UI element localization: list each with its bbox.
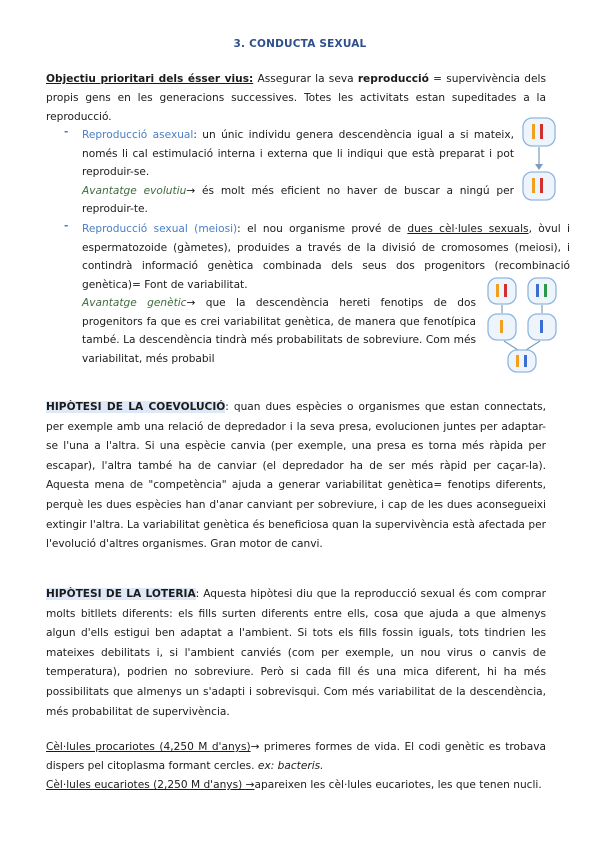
sexual-advantage-text: → que la descendència hereti fenotips de dos progenitors fa que es crei variabilitat genètica, de manera que fenotípica també. La descendència tindrà més probabilitats de sobreviure. Com més variabilitat, més probabil [82, 297, 476, 365]
coevolution-label: HIPÒTESI DE LA COEVOLUCIÓ [46, 401, 226, 413]
objective-paragraph [46, 70, 546, 127]
eukaryote-label: Cèl·lules eucariotes (2,250 M d'anys) [46, 779, 246, 791]
arrow-4 [526, 341, 540, 350]
parent-cell [523, 118, 555, 146]
objective-label: Objectiu prioritari dels ésser vius: [46, 73, 254, 85]
sexual-bullet: - [64, 220, 69, 232]
page-title: 3. CONDUCTA SEXUAL [233, 38, 367, 50]
objective-text-after: = supervivència dels propis gens en les generacions successives. Totes les activitats estan supeditades a la reproducció. [46, 73, 546, 123]
p1-chromosome-b [504, 284, 507, 297]
eukaryote-arrow: → [245, 779, 255, 791]
sexual-advantage-label: Avantatge genètic [82, 297, 187, 309]
lottery-text: : Aquesta hipòtesi diu que la reproducció sexual és com comprar molts bitllets diferents: els fills surten diferents entre ells, cosa que ajuda a que almenys algun d'ells estigui ben adaptat a l'ambient. Si tots els fills fossin iguals, tots tindrien les mateixes debilitats i, si l'ambient canviés (com per exemple, un nou virus o canvis de temperatura), podrien no sobreviure. Però si cada fill és una mica diferent, hi ha més possibilitats que almenys un s'adapti i sobrevisqui. Com més variabilitat de la descendència, més probabilitat de supervivència. [46, 588, 546, 718]
lottery-paragraph [46, 585, 546, 722]
asexual-division-diagram [518, 114, 566, 206]
g2-chromosome [540, 320, 543, 333]
p1-chromosome-a [496, 284, 499, 297]
asexual-item [82, 126, 514, 219]
p2-chromosome-a [536, 284, 539, 297]
sexual-item [82, 220, 570, 291]
p2-chromosome-b [544, 284, 547, 297]
arrow-head [535, 164, 543, 170]
arrow-3 [504, 341, 518, 350]
daughter-cell [523, 172, 555, 200]
objective-bold-word: reproducció [357, 73, 429, 85]
sexual-label: Reproducció sexual (meiosi) [82, 223, 238, 235]
chromosome-orange [532, 124, 535, 139]
z-chromosome-b [524, 355, 527, 367]
asexual-label: Reproducció asexual [82, 129, 194, 141]
sexual-reproduction-diagram [484, 270, 560, 374]
z-chromosome-a [516, 355, 519, 367]
cells-paragraph [46, 738, 546, 795]
sexual-text-after: , òvul i espermatozoide (gàmetes), produides a través de la divisió de cromosomes (meiosi), i contindrà informació genètica combinada dels seus dos progenitors (recombinació genètica)= Font de variabilitat. [82, 223, 570, 291]
asexual-text: : un únic individu genera descendència igual a si mateix, només li cal estimulació interna i externa que li indiqui que està preparat i pot reproduir-se. [82, 129, 514, 178]
prokaryote-label: Cèl·lules procariotes (4,250 M d'anys) [46, 741, 251, 753]
lottery-label: HIPÒTESI DE LA LOTERIA [46, 588, 196, 600]
sexual-underlined: dues cèl·lules sexuals [407, 223, 529, 235]
coevolution-text: : quan dues espècies o organismes que estan connectats, per exemple amb una relació de depredador i la seva presa, evolucionen juntes per adaptar-se l'una a l'altra. Si una espècie canvia (per exemple, una presa es torna més ràpida per escapar), l'altra també ha de canviar (el depredador ha de ser més ràpid per caçar-la). Aquesta mena de "competència" ajuda a generar variabilitat genètica= fenotips diferents, perquè les dues espècies han d'anar canviant per sobreviure, i cap de les dues aconsegueixi extingir l'altra. La variabilitat genètica és beneficiosa quan la supervivència està afectada per l'evolució d'altres organismes. Gran motor de canvi. [46, 401, 547, 551]
objective-text-before: Assegurar la seva [253, 73, 358, 85]
zygote [508, 350, 536, 372]
asexual-advantage-label: Avantatge evolutiu [82, 184, 187, 197]
parent-cell-2 [528, 278, 556, 304]
sexual-advantage [82, 294, 476, 368]
chromosome-orange-copy [532, 178, 535, 193]
prokaryote-text: → primeres formes de vida. El codi genètic es trobava dispers pel citoplasma formant cercles. [46, 741, 546, 772]
chromosome-red-copy [540, 178, 543, 193]
eukaryote-text: apareixen les cèl·lules eucariotes, les que tenen nucli. [254, 779, 542, 791]
g1-chromosome [500, 320, 503, 333]
chromosome-red [540, 124, 543, 139]
sexual-text-before: : el nou organisme prové de [237, 223, 408, 235]
asexual-bullet: - [64, 126, 69, 138]
prokaryote-example: ex: bacteris. [257, 760, 324, 772]
parent-cell-1 [488, 278, 516, 304]
coevolution-paragraph [46, 398, 546, 555]
asexual-advantage-text: → és molt més eficient no haver de buscar a ningú per reproduir-te. [82, 184, 514, 215]
